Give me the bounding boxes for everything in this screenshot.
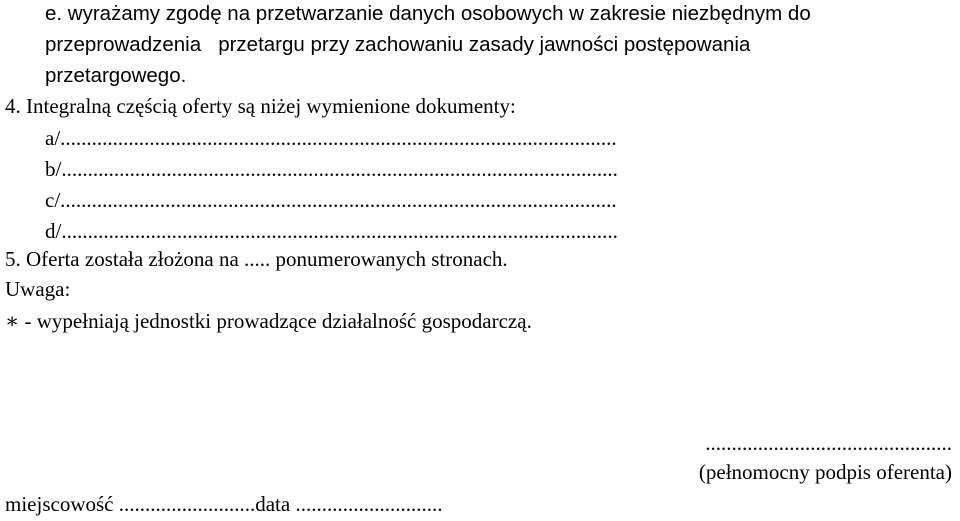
document-item-a: a/.......................................................................................................... (45, 126, 617, 150)
place-date-line: miejscowość ..........................data ............................ (5, 492, 443, 516)
document-item-b: b/.......................................................................................................... (45, 157, 618, 181)
consent-line-2: przeprowadzenia przetargu przy zachowaniu zasady jawności postępowania (45, 33, 751, 56)
document-item-d: d/.......................................................................................................... (45, 219, 618, 243)
documents-heading: 4. Integralną częścią oferty są niżej wymienione dokumenty: (5, 94, 516, 118)
note-footnote: ∗ - wypełniają jednostki prowadzące działalność gospodarczą. (5, 309, 532, 333)
consent-line-3: przetargowego. (45, 64, 187, 87)
note-label: Uwaga: (5, 277, 71, 301)
signature-caption: (pełnomocny podpis oferenta) (698, 460, 952, 484)
signature-dots: ............................................... (705, 431, 952, 455)
document-item-c: c/.......................................................................................................... (45, 188, 617, 212)
page-count-statement: 5. Oferta została złożona na ..... ponumerowanych stronach. (5, 247, 508, 271)
consent-line-1: e. wyrażamy zgodę na przetwarzanie danych osobowych w zakresie niezbędnym do (45, 2, 811, 25)
